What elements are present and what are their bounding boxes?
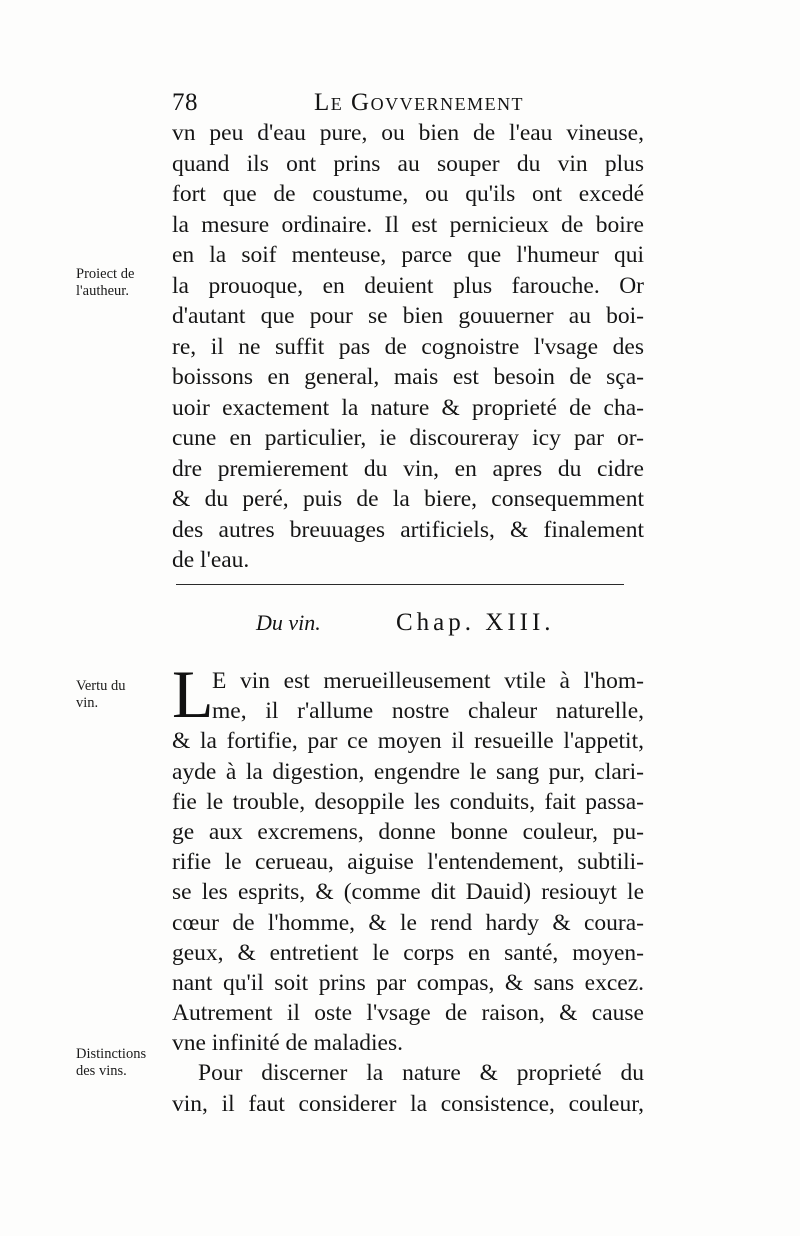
margin-note-project: [76, 266, 168, 300]
margin-note-distinctions: [76, 1046, 168, 1080]
text-line: vn peu d'eau pure, ou bien de l'eau vineuse,: [172, 120, 644, 146]
drop-cap-initial: L: [172, 656, 214, 732]
margin-note-line: l'autheur.: [76, 283, 129, 299]
text-line: vne infinité de maladies.: [172, 1030, 404, 1057]
text-line: Autrement il oste l'vsage de raison, & cause: [172, 1000, 644, 1027]
page-number: 78: [172, 89, 198, 116]
text-line: de l'eau.: [172, 547, 250, 573]
text-line: la mesure ordinaire. Il est pernicieux de boire: [172, 211, 644, 238]
text-block-chapter-body: [172, 656, 644, 1119]
text-line: quand ils ont prins au souper du vin plus: [172, 150, 644, 177]
text-line: la prouoque, en deuient plus farouche. Or: [172, 272, 644, 299]
text-line: & la fortifie, par ce moyen il resueille l'appetit,: [172, 728, 644, 755]
text-line: me, il r'allume nostre chaleur naturelle,: [212, 698, 644, 725]
running-header: [172, 86, 644, 120]
text-line: geux, & entretient le corps en santé, moyen-: [172, 939, 644, 966]
text-line: ayde à la digestion, engendre le sang pur, clari-: [172, 758, 644, 785]
text-line: re, il ne suffit pas de cognoistre l'vsage des: [172, 333, 644, 360]
chapter-subject: Du vin.: [256, 610, 321, 635]
section-divider: [176, 584, 624, 585]
text-line: Pour discerner la nature & proprieté du: [198, 1060, 644, 1087]
chapter-heading: [256, 606, 576, 640]
text-line: E vin est merueilleusement vtile à l'hom-: [212, 668, 644, 694]
text-line: cune en particulier, ie discoureray icy par or-: [172, 425, 644, 451]
margin-note-virtue: [76, 678, 168, 712]
margin-note-line: vin.: [76, 695, 99, 711]
text-line: ge aux excremens, donne bonne couleur, pu-: [172, 818, 644, 845]
text-line: rifie le cerueau, aiguise l'entendement, subtili-: [172, 849, 644, 876]
text-line: se les esprits, & (comme dit Dauid) resiouyt le: [172, 879, 644, 906]
chapter-number: Chap. XIII.: [396, 609, 555, 636]
text-line: dre premierement du vin, en apres du cidre: [172, 455, 644, 482]
text-line: cœur de l'homme, & le rend hardy & coura-: [172, 909, 644, 936]
margin-note-line: Proiect de: [76, 266, 135, 282]
text-line: fie le trouble, desoppile les conduits, fait passa-: [172, 788, 644, 815]
text-block-before-chapter: [172, 118, 644, 576]
text-line: d'autant que pour se bien gouuerner au boi-: [172, 303, 644, 329]
text-line: en la soif menteuse, parce que l'humeur qui: [172, 242, 644, 268]
text-line: uoir exactement la nature & proprieté de cha-: [172, 394, 644, 421]
margin-note-line: Distinctions: [76, 1046, 147, 1062]
margin-note-line: des vins.: [76, 1063, 127, 1079]
text-line: vin, il faut considerer la consistence, couleur,: [172, 1090, 644, 1117]
text-line: des autres breuuages artificiels, & finalement: [172, 516, 644, 543]
text-line: nant qu'il soit prins par compas, & sans excez.: [172, 969, 644, 996]
running-title: Le Govvernement: [314, 89, 525, 116]
text-line: fort que de coustume, ou qu'ils ont excedé: [172, 181, 644, 207]
text-line: & du peré, puis de la biere, consequemment: [172, 486, 644, 512]
text-line: boissons en general, mais est besoin de sça-: [172, 364, 644, 390]
margin-note-line: Vertu du: [76, 678, 126, 694]
